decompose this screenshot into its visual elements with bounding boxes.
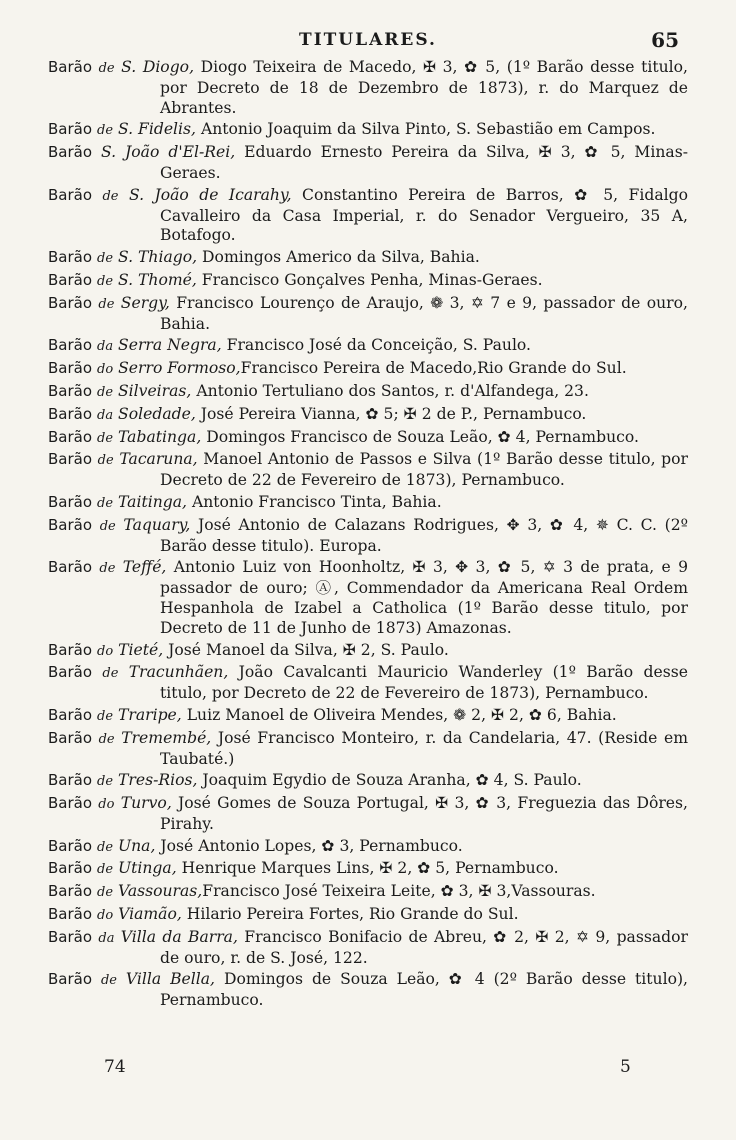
signature-mark-left: 74: [104, 1057, 126, 1077]
title-rank: Barão: [48, 58, 93, 76]
title-particle: da: [98, 930, 115, 946]
title-place: Viamão,: [118, 905, 182, 924]
holder-details: José Pereira Vianna, ✿ 5; ✠ 2 de P., Pernambuco.: [195, 404, 587, 423]
list-item: [48, 143, 688, 184]
holder-details: Domingos Francisco de Souza Leão, ✿ 4, Pernambuco.: [201, 427, 639, 446]
title-place: Tieté,: [118, 640, 164, 659]
holder-details: Hilario Pereira Fortes, Rio Grande do Sul.: [181, 905, 519, 924]
title-particle: da: [97, 407, 114, 423]
title-rank: Barão: [48, 427, 93, 446]
list-item: [48, 882, 688, 903]
title-rank: Barão: [48, 970, 93, 989]
title-place: Vassouras,: [117, 882, 203, 901]
list-item: [48, 905, 688, 926]
title-place: S. Thomé,: [117, 270, 197, 289]
list-item: [48, 729, 688, 770]
title-rank: Barão: [48, 185, 93, 204]
title-rank: Barão: [48, 927, 93, 946]
title-particle: de: [97, 839, 114, 855]
title-particle: de: [97, 708, 114, 724]
title-rank: Barão: [48, 293, 93, 312]
title-place: Villa Bella,: [125, 970, 216, 989]
title-rank: Barão: [48, 905, 93, 924]
holder-details: Francisco Gonçalves Penha, Minas-Geraes.: [196, 270, 543, 289]
title-rank: Barão: [48, 859, 93, 878]
holder-details: Francisco José da Conceição, S. Paulo.: [221, 336, 531, 355]
holder-details: Luiz Manoel de Oliveira Mendes, ❁ 2, ✠ 2, ✿ 6, Bahia.: [181, 705, 617, 724]
title-place: Soledade,: [118, 404, 196, 423]
list-item: [48, 294, 688, 335]
list-item: [48, 641, 688, 662]
holder-details: José Gomes de Souza Portugal, ✠ 3, ✿ 3, Freguezia das Dôres, Pirahy.: [160, 794, 688, 833]
title-rank: Barão: [48, 558, 93, 577]
holder-details: Antonio Luiz von Hoonholtz, ✠ 3, ✥ 3, ✿ 5, ✡ 3 de prata, e 9 passador de ouro; Ⓐ, Commendador da Americana Real Ordem Hespanhola de Izabel a Catholica (1º Barão desse titulo, por Decreto de 11 de Junho de 1873) Amazonas.: [160, 558, 688, 637]
title-particle: de: [97, 384, 114, 400]
title-rank: Barão: [48, 794, 93, 813]
title-place: Tacaruna,: [119, 450, 198, 469]
title-rank: Barão: [48, 705, 93, 724]
title-rank: Barão: [48, 728, 93, 747]
title-particle: do: [97, 643, 114, 659]
title-particle: de: [99, 561, 116, 577]
holder-details: Francisco Pereira de Macedo,Rio Grande do Sul.: [240, 359, 627, 378]
list-item: [48, 382, 688, 403]
list-item: [48, 771, 688, 792]
title-rank: Barão: [48, 359, 93, 378]
holder-details: José Antonio Lopes, ✿ 3, Pernambuco.: [155, 836, 463, 855]
title-place: Una,: [117, 836, 156, 855]
holder-details: Antonio Joaquim da Silva Pinto, S. Sebastião em Campos.: [195, 120, 656, 139]
title-rank: Barão: [48, 492, 93, 511]
title-particle: de: [97, 430, 114, 446]
title-place: Taitinga,: [117, 492, 187, 511]
list-item: [48, 428, 688, 449]
holder-details: Diogo Teixeira de Macedo, ✠ 3, ✿ 5, (1º Barão desse titulo, por Decreto de 18 de Dezembro de 1873), r. do Marquez de Abrantes.: [160, 58, 688, 117]
title-place: Silveiras,: [117, 381, 192, 400]
title-rank: Barão: [48, 404, 93, 423]
title-place: Serro Formoso,: [118, 359, 241, 378]
holder-details: Antonio Tertuliano dos Santos, r. d'Alfandega, 23.: [191, 381, 589, 400]
list-item: [48, 706, 688, 727]
list-item: [48, 837, 688, 858]
title-particle: de: [97, 453, 114, 469]
title-place: Villa da Barra,: [120, 927, 238, 946]
title-place: Turvo,: [120, 794, 172, 813]
baron-list: [48, 58, 688, 1013]
list-item: [48, 336, 688, 357]
title-place: Serra Negra,: [118, 336, 222, 355]
list-item: [48, 558, 688, 638]
title-rank: Barão: [48, 120, 93, 139]
holder-details: Henrique Marques Lins, ✠ 2, ✿ 5, Pernambuco.: [176, 859, 559, 878]
page-header: [0, 28, 736, 52]
title-particle: de: [97, 495, 114, 511]
page-footer: [0, 1057, 736, 1081]
title-particle: de: [97, 273, 114, 289]
title-rank: Barão: [48, 515, 93, 534]
title-place: S. Thiago,: [117, 248, 198, 267]
title-rank: Barão: [48, 771, 93, 790]
title-rank: Barão: [48, 640, 93, 659]
page-title: TITULARES.: [299, 30, 437, 50]
list-item: [48, 859, 688, 880]
title-particle: do: [98, 797, 115, 813]
title-particle: de: [102, 666, 119, 682]
list-item: [48, 120, 688, 141]
holder-details: Joaquim Egydio de Souza Aranha, ✿ 4, S. Paulo.: [197, 771, 582, 790]
list-item: [48, 271, 688, 292]
title-rank: Barão: [48, 381, 93, 400]
title-particle: de: [98, 731, 115, 747]
holder-details: Domingos Americo da Silva, Bahia.: [197, 248, 480, 267]
list-item: [48, 248, 688, 269]
list-item: [48, 928, 688, 969]
title-particle: do: [97, 362, 114, 378]
list-item: [48, 450, 688, 491]
title-particle: de: [99, 518, 116, 534]
title-place: Tres-Rios,: [117, 771, 198, 790]
holder-details: José Francisco Monteiro, r. da Candelaria, 47. (Reside em Taubaté.): [160, 728, 688, 768]
title-place: S. João d'El-Rei,: [101, 143, 236, 162]
holder-details: José Antonio de Calazans Rodrigues, ✥ 3, ✿ 4, ✵ C. C. (2º Barão desse titulo). Europa.: [160, 515, 688, 555]
title-place: Traripe,: [117, 705, 182, 724]
title-rank: Barão: [48, 450, 93, 469]
title-place: Tremembé,: [121, 728, 212, 747]
title-rank: Barão: [48, 882, 93, 901]
title-place: Utinga,: [117, 859, 177, 878]
title-particle: de: [97, 862, 114, 878]
title-particle: de: [98, 61, 115, 76]
list-item: [48, 58, 688, 118]
holder-details: Manoel Antonio de Passos e Silva (1º Barão desse titulo, por Decreto de 22 de Fevereiro de 1873), Pernambuco.: [160, 450, 688, 490]
title-rank: Barão: [48, 248, 93, 267]
title-particle: da: [97, 339, 114, 355]
title-place: Tracunhãen,: [128, 663, 229, 682]
title-rank: Barão: [48, 143, 93, 162]
list-item: [48, 516, 688, 557]
title-rank: Barão: [48, 336, 93, 355]
holder-details: Constantino Pereira de Barros, ✿ 5, Fidalgo Cavalleiro da Casa Imperial, r. do Senador Vergueiro, 35 A, Botafogo.: [160, 185, 688, 245]
signature-mark-right: 5: [620, 1057, 631, 1077]
title-place: Teffé,: [122, 558, 167, 577]
title-particle: de: [102, 188, 119, 204]
title-particle: de: [98, 296, 115, 312]
title-particle: de: [97, 123, 114, 139]
page-number: 65: [651, 28, 679, 52]
list-item: [48, 405, 688, 426]
title-place: Taquary,: [123, 515, 191, 534]
holder-details: Antonio Francisco Tinta, Bahia.: [187, 492, 442, 511]
holder-details: Francisco José Teixeira Leite, ✿ 3, ✠ 3,Vassouras.: [202, 882, 596, 901]
list-item: [48, 794, 688, 835]
title-place: S. Diogo,: [121, 58, 195, 76]
title-particle: de: [97, 885, 114, 901]
title-rank: Barão: [48, 270, 93, 289]
title-place: Tabatinga,: [117, 427, 202, 446]
list-item: [48, 493, 688, 514]
title-rank: Barão: [48, 836, 93, 855]
title-particle: de: [97, 774, 114, 790]
holder-details: João Cavalcanti Mauricio Wanderley (1º Barão desse titulo, por Decreto de 22 de Fevereiro de 1873), Pernambuco.: [160, 663, 688, 703]
title-particle: de: [100, 973, 117, 989]
list-item: [48, 970, 688, 1011]
holder-details: Francisco Lourenço de Araujo, ❁ 3, ✡ 7 e 9, passador de ouro, Bahia.: [160, 293, 688, 333]
title-particle: do: [97, 908, 114, 924]
title-place: Sergy,: [120, 293, 170, 312]
holder-details: Domingos de Souza Leão, ✿ 4 (2º Barão desse titulo), Pernambuco.: [160, 970, 689, 1010]
list-item: [48, 186, 688, 246]
holder-details: Francisco Bonifacio de Abreu, ✿ 2, ✠ 2, ✡ 9, passador de ouro, r. de S. José, 122.: [160, 927, 688, 967]
holder-details: José Manoel da Silva, ✠ 2, S. Paulo.: [163, 640, 449, 659]
holder-details: Eduardo Ernesto Pereira da Silva, ✠ 3, ✿ 5, Minas-Geraes.: [160, 143, 688, 182]
title-rank: Barão: [48, 663, 93, 682]
title-place: S. Fidelis,: [117, 120, 196, 139]
list-item: [48, 663, 688, 704]
list-item: [48, 359, 688, 380]
title-place: S. João de Icarahy,: [128, 185, 292, 204]
title-particle: de: [97, 251, 114, 267]
